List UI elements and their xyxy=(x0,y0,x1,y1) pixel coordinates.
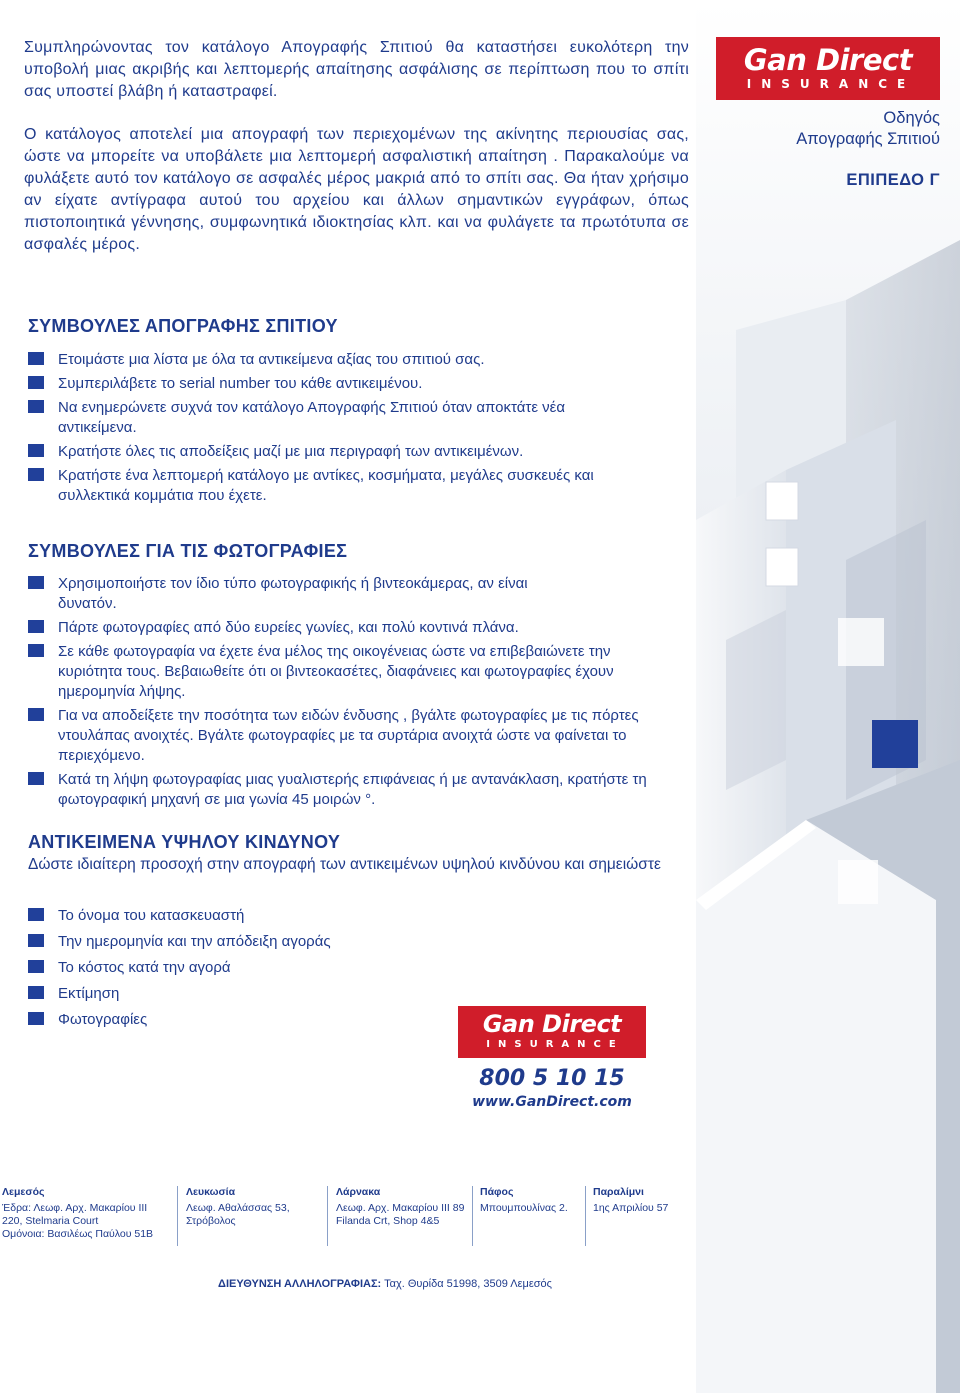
bullet-square-icon xyxy=(28,444,44,457)
guide-title xyxy=(696,108,940,150)
office-divider xyxy=(177,1186,178,1246)
list-item: Κρατήστε όλες τις αποδείξεις μαζί με μια περιγραφή των αντικειμένων. xyxy=(28,442,668,462)
list-item: Για να αποδείξετε την ποσότητα των ειδών ένδυσης , βγάλτε φωτογραφίες με τις πόρτες ντουλάπας ανοιχτές. Βγάλτε φωτογραφίες με τα συρτάρια ανοιχτά ώστε να φαίνεται το περιεχόμενο. xyxy=(28,706,658,766)
buildings-illustration xyxy=(696,0,960,1393)
office-paralimni: Παραλίμνι 1ης Απριλίου 57 xyxy=(593,1186,693,1215)
office-name: Λευκωσία xyxy=(186,1186,236,1198)
office-name: Λεμεσός xyxy=(2,1186,45,1198)
office-paphos: Πάφος Μπουμπουλίνας 2. xyxy=(480,1186,585,1215)
office-nicosia: Λευκωσία Λεωφ. Αθαλάσσας 53, Στρόβολος xyxy=(186,1186,326,1228)
list-item: Πάρτε φωτογραφίες από δύο ευρείες γωνίες, και πολύ κοντινά πλάνα. xyxy=(28,618,668,638)
bullet-square-icon xyxy=(28,576,44,589)
list-item: Σε κάθε φωτογραφία να έχετε ένα μέλος της οικογένειας ώστε να επιβεβαιώνετε την κυριότητα τους. Βεβαιωθείτε ότι οι βιντεοκασέτες, διαφάνειες και φωτογραφίες έχουν ημερομηνία λήψης. xyxy=(28,642,648,702)
postal-address xyxy=(0,1278,770,1290)
brand-logo xyxy=(716,37,940,100)
office-limassol: Λεμεσός Έδρα: Λεωφ. Αρχ. Μακαρίου ΙΙΙ 220, Stelmaria Court Ομόνοια: Βασιλέως Παύλου 51Β xyxy=(2,1186,172,1241)
office-larnaca: Λάρνακα Λεωφ. Αρχ. Μακαρίου ΙΙΙ 89 Filanda Crt, Shop 4&5 xyxy=(336,1186,476,1228)
intro-paragraph-2: Ο κατάλογος αποτελεί μια απογραφή των περιεχομένων της ακίνητης περιουσίας σας, ώστε να μπορείτε να υποβάλετε μια λεπτομερή ασφαλιστική απαίτηση . Παρακαλούμε να φυλάξετε αυτό τον κατάλογο σε ασφαλές μέρος μακριά από το σπίτι σας. Θα ήταν χρήσιμο αν είχατε αντίγραφα αυτού του αρχείου και άλλων σημαντικών εγγράφων, όπως πιστοποιητικά γέννησης, συμφωνητικά ιδιοκτησίας κλπ. και να φυλάγετε τα πρωτότυπα σε ασφαλές μέρος. xyxy=(24,126,689,253)
office-name: Παραλίμνι xyxy=(593,1186,644,1198)
bullet-square-icon xyxy=(28,620,44,633)
home-inventory-tips-list xyxy=(28,350,668,506)
office-name: Λάρνακα xyxy=(336,1186,381,1198)
bullet-square-icon xyxy=(28,352,44,365)
photo-tips-list xyxy=(28,574,668,810)
list-item: Το όνομα του κατασκευαστή xyxy=(28,906,668,926)
section-heading-high-risk: ΑΝΤΙΚΕΙΜΕΝΑ ΥΨΗΛΟΥ ΚΙΝΔΥΝΟΥ xyxy=(28,832,341,852)
list-item: Ετοιμάστε μια λίστα με όλα τα αντικείμενα αξίας του σπιτιού σας. xyxy=(28,350,668,370)
guide-title-line2: Απογραφής Σπιτιού xyxy=(796,130,940,148)
high-risk-intro: Δώστε ιδιαίτερη προσοχή στην απογραφή των αντικειμένων υψηλού κινδύνου και σημειώστε xyxy=(28,856,661,873)
guide-title-line1: Οδηγός xyxy=(883,109,940,127)
list-item: Χρησιμοποιήστε τον ίδιο τύπο φωτογραφικής ή βιντεοκάμερας, αν είναι δυνατόν. xyxy=(28,574,588,614)
bullet-square-icon xyxy=(28,400,44,413)
list-item: Το κόστος κατά την αγορά xyxy=(28,958,668,978)
list-item: Φωτογραφίες xyxy=(28,1010,668,1030)
section-heading-home-inventory: ΣΥΜΒΟΥΛΕΣ ΑΠΟΓΡΑΦΗΣ ΣΠΙΤΙΟΥ xyxy=(28,316,338,336)
list-item: Την ημερομηνία και την απόδειξη αγοράς xyxy=(28,932,668,952)
list-item: Κρατήστε ένα λεπτομερή κατάλογο με αντίκες, κοσμήματα, μεγάλες συσκευές και συλλεκτικά κομμάτια που έχετε. xyxy=(28,466,638,506)
postal-label: ΔΙΕΥΘΥΝΣΗ ΑΛΛΗΛΟΓΡΑΦΙΑΣ: xyxy=(218,1278,382,1290)
office-divider xyxy=(472,1186,473,1246)
bullet-square-icon xyxy=(28,960,44,973)
bullet-square-icon xyxy=(28,986,44,999)
office-divider xyxy=(327,1186,328,1246)
section-heading-photo-tips: ΣΥΜΒΟΥΛΕΣ ΓΙΑ ΤΙΣ ΦΩΤΟΓΡΑΦΙΕΣ xyxy=(28,541,348,561)
intro-text xyxy=(24,37,689,256)
bullet-square-icon xyxy=(28,376,44,389)
list-item: Εκτίμηση xyxy=(28,984,668,1004)
side-panel xyxy=(696,0,960,1393)
phone-number: 800 5 10 15 xyxy=(479,1066,625,1091)
guide-level: ΕΠΙΠΕΔΟ Γ xyxy=(846,171,940,189)
brand-name-bottom: Gan Direct xyxy=(482,1010,622,1038)
brand-name: Gan Direct xyxy=(743,43,913,77)
list-item: Κατά τη λήψη φωτογραφίας μιας γυαλιστερής επιφάνειας ή με αντανάκλαση, κρατήστε τη φωτογραφική μηχανή σε μια γωνία 45 μοιρών °. xyxy=(28,770,673,810)
bullet-square-icon xyxy=(28,772,44,785)
postal-value: Ταχ. Θυρίδα 51998, 3509 Λεμεσός xyxy=(384,1278,552,1290)
bullet-square-icon xyxy=(28,644,44,657)
bullet-square-icon xyxy=(28,934,44,947)
website-link[interactable]: www.GanDirect.com xyxy=(472,1094,632,1110)
bullet-square-icon xyxy=(28,468,44,481)
bullet-square-icon xyxy=(28,908,44,921)
bullet-square-icon xyxy=(28,708,44,721)
bullet-square-icon xyxy=(28,1012,44,1025)
intro-paragraph-1: Συμπληρώνοντας τον κατάλογο Απογραφής Σπιτιού θα καταστήσει ευκολότερη την υποβολή μιας ακριβής και λεπτομερής απαίτησης ασφάλισης σε περίπτωση που το σπίτι σας υποστεί βλάβη ή καταστραφεί. xyxy=(24,39,689,100)
list-item: Συμπεριλάβετε το serial number του κάθε αντικειμένου. xyxy=(28,374,668,394)
brand-sub-bottom: INSURANCE xyxy=(486,1039,624,1050)
office-divider xyxy=(585,1186,586,1246)
brand-logo-bottom xyxy=(458,1006,646,1058)
brand-sub: INSURANCE xyxy=(746,77,916,91)
list-item: Να ενημερώνετε συχνά τον κατάλογο Απογραφής Σπιτιού όταν αποκτάτε νέα αντικείμενα. xyxy=(28,398,588,438)
office-name: Πάφος xyxy=(480,1186,514,1198)
